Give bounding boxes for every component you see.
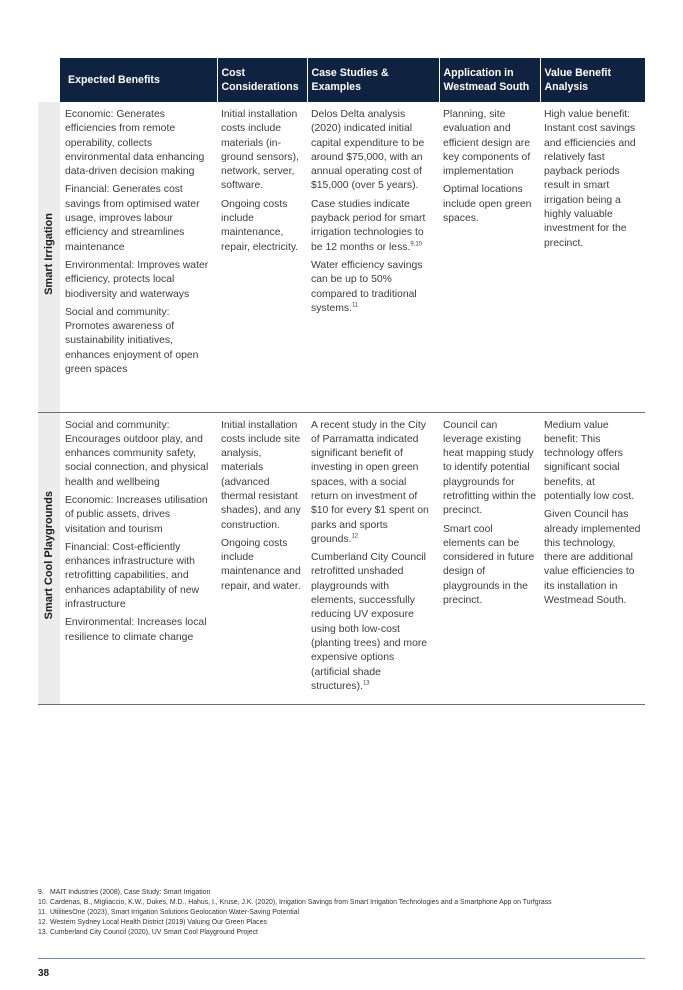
benefit-item: Economic: Increases utilisation of public assets, drives visitation and tourism — [65, 494, 208, 535]
header-corner — [38, 58, 60, 102]
case-study-item: Water efficiency savings can be up to 50% compared to traditional systems.$^{11}$ — [311, 259, 423, 314]
value-item: Medium value benefit: This technology offers significant social benefits, at potentially low cost. — [544, 419, 635, 502]
benefit-item: Social and community: Promotes awareness of sustainability initiatives, enhances enjoyment of open green spaces — [65, 306, 199, 376]
benefit-item: Financial: Cost-efficiently enhances infrastructure with retrofitting capabilities, and enhances adaptability of new infrastructure — [65, 541, 200, 611]
footnote-ref[interactable]: 9,10 — [410, 241, 423, 248]
benefit-item: Economic: Generates efficiencies from remote operability, collects environmental data enhancing data-driven decision making — [65, 109, 205, 178]
application-cell — [439, 102, 540, 412]
value-cell — [540, 412, 645, 705]
case-study-item: Case studies indicate payback period for smart irrigation technologies to be 12 months or less.$^{9,10}$ — [311, 198, 426, 253]
value-item: High value benefit: Instant cost savings and efficiencies and relatively fast payback periods result in smart irrigation being a highly valuable investment for the precinct. — [544, 109, 636, 249]
application-item: Planning, site evaluation and efficient design are key components of implementation — [443, 109, 531, 178]
application-item: Optimal locations include open green spaces. — [443, 184, 532, 225]
row-label: Smart Cool Playgrounds — [42, 491, 55, 620]
benefit-item: Environmental: Increases local resilience to climate change — [65, 617, 207, 643]
row-label-cell — [38, 102, 60, 412]
benefits-table-container — [38, 58, 645, 705]
case-study-item: Delos Delta analysis (2020) indicated initial capital expenditure to be around $75,000, with an annual operating cost of $15,000 (over 5 years). — [311, 109, 425, 192]
header-application: Application in Westmead South — [439, 58, 540, 102]
benefits-cell — [60, 102, 217, 412]
benefits-cell — [60, 412, 217, 705]
case-studies-cell — [307, 412, 439, 705]
footnote: 13. Cumberland City Council (2020), UV Smart Cool Playground Project — [38, 929, 258, 936]
footnote: 12. Western Sydney Local Health District (2019) Valuing Our Green Places — [38, 919, 267, 926]
case-study-item: Cumberland City Council retrofitted unshaded playgrounds with elements, successfully reducing UV exposure using both low-cost (planting trees) and more expensive options (artificial shade structures).$^{13}$ — [311, 552, 428, 692]
cost-cell — [217, 412, 307, 705]
header-case-studies: Case Studies & Examples — [307, 58, 439, 102]
footnote-ref[interactable]: 11 — [352, 302, 359, 309]
footnote-ref[interactable]: 13 — [362, 680, 370, 687]
page-divider — [38, 958, 645, 959]
row-label-cell — [38, 412, 60, 705]
case-studies-cell — [307, 102, 439, 412]
value-cell — [540, 102, 645, 412]
header-value-benefit: Value Benefit Analysis — [540, 58, 645, 102]
footnote-ref[interactable]: 12 — [351, 533, 359, 540]
benefit-item: Environmental: Improves water efficiency, protects local biodiversity and waterways — [65, 259, 209, 300]
cost-item: Initial installation costs include site analysis, materials (advanced thermal resistant shades), and any construction. — [221, 419, 301, 531]
application-cell — [439, 412, 540, 705]
cost-item: Ongoing costs include maintenance and repair, and water. — [221, 537, 301, 592]
case-study-item: A recent study in the City of Parramatta indicated significant benefit of investing in open green spaces, with a social return on investment of $10 for every $1 spent on parks and sports grounds.$^{12}$ — [311, 419, 429, 545]
table-header — [38, 58, 645, 102]
page-number: 38 — [38, 968, 50, 979]
cost-item: Ongoing costs include maintenance, repair, electricity. — [221, 198, 299, 253]
table-row — [38, 102, 645, 412]
header-expected-benefits: Expected Benefits — [60, 58, 217, 102]
footnote: 10. Cardenas, B., Migliaccio, K.W., Dukes, M.D., Hahus, I., Kruse, J.K. (2020), Irrigation Savings from Smart Irrigation Technologies and a Smartphone App on Turfgrass — [38, 899, 552, 906]
footnotes — [38, 888, 645, 938]
benefit-item: Social and community: Encourages outdoor play, and enhances community safety, social connection, and physical health and wellbeing — [65, 419, 209, 488]
table-row — [38, 412, 645, 705]
row-label: Smart Irrigation — [42, 213, 55, 296]
benefit-item: Financial: Generates cost savings from optimised water usage, improves labour efficiency and streamlines maintenance — [65, 184, 200, 253]
header-cost-considerations: Cost Considerations — [217, 58, 307, 102]
footnote: 9. MAIT Industries (2008), Case Study: Smart Irrigation — [38, 889, 211, 896]
cost-item: Initial installation costs include materials (in-ground sensors), network, server, software. — [221, 109, 299, 192]
footnote: 11. UtilitiesOne (2023), Smart Irrigation Solutions Geolocation Water-Saving Potential — [38, 909, 300, 916]
application-item: Council can leverage existing heat mapping study to identify potential playgrounds for retrofitting within the precinct. — [443, 419, 536, 517]
benefits-table — [38, 58, 645, 705]
cost-cell — [217, 102, 307, 412]
application-item: Smart cool elements can be considered in future design of playgrounds in the precinct. — [443, 523, 535, 607]
value-item: Given Council has already implemented this technology, there are additional value efficiencies to its installation in Westmead South. — [544, 509, 641, 607]
